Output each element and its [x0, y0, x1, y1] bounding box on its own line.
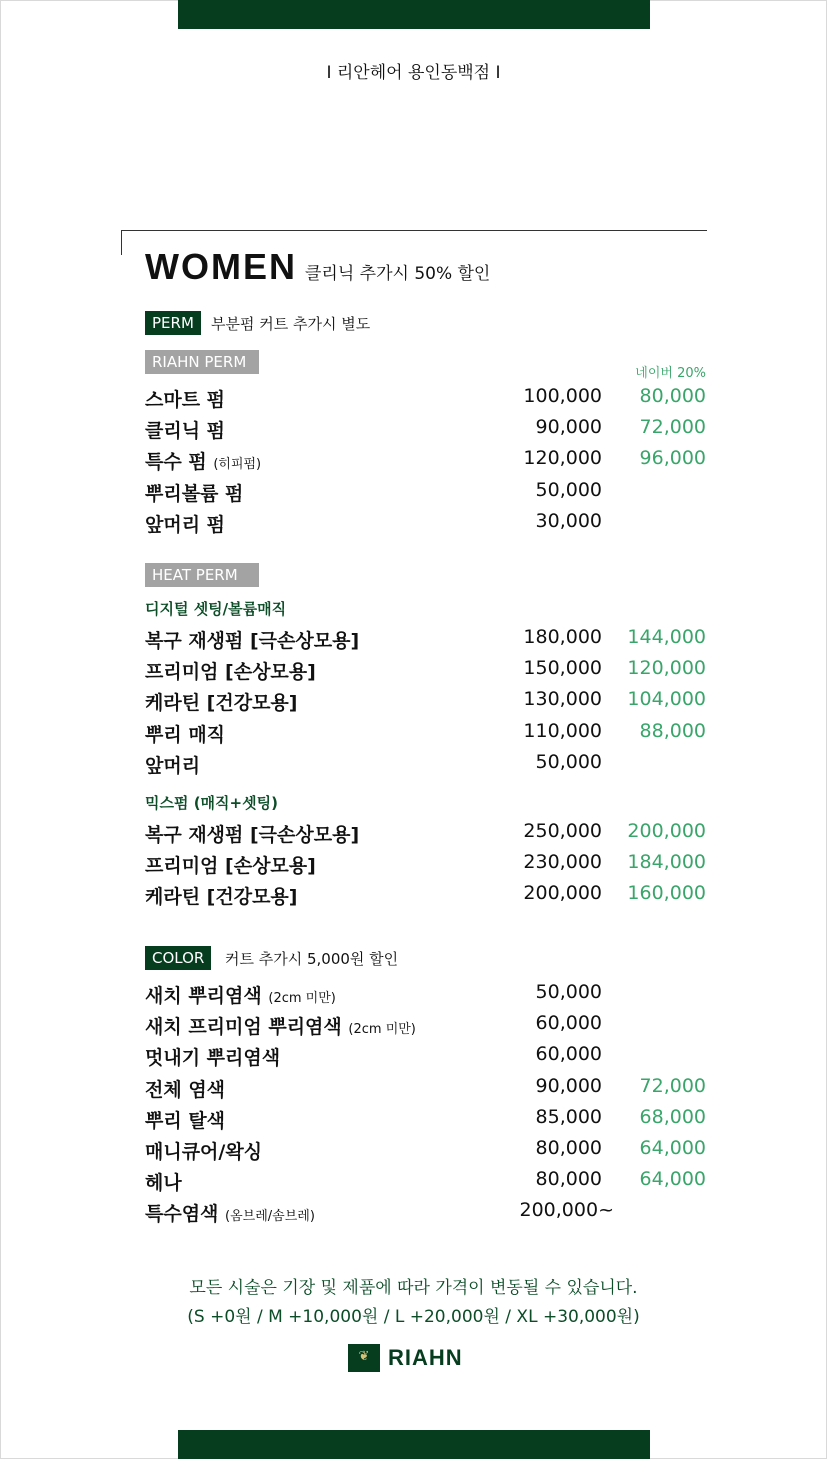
title-note: 클리닉 추가시 50% 할인	[304, 264, 491, 284]
price-row	[145, 1043, 706, 1071]
price-row	[145, 851, 706, 879]
service-name-text: 앞머리 펌	[145, 513, 226, 536]
price-row	[145, 751, 706, 779]
naver-price: 160,000	[627, 882, 706, 905]
service-name-text: 케라틴 [건강모용]	[145, 886, 298, 909]
naver-price: 72,000	[639, 1074, 706, 1097]
regular-price: 130,000	[523, 688, 602, 711]
price-row	[145, 1168, 706, 1196]
naver-price: 96,000	[639, 447, 706, 470]
price-row	[145, 820, 706, 848]
naver-price: 64,000	[639, 1137, 706, 1159]
regular-price: 150,000	[523, 657, 602, 680]
heat-perm-tag: HEAT PERM	[145, 563, 259, 587]
service-name-text: 프리미엄 [손상모용]	[145, 855, 316, 878]
regular-price: 90,000	[535, 1074, 602, 1097]
service-name-text: 새치 프리미엄 뿌리염색	[145, 1016, 342, 1039]
title-block	[145, 246, 490, 288]
price-row	[145, 385, 706, 413]
service-name	[145, 820, 359, 847]
regular-price: 50,000	[535, 981, 602, 1003]
service-name	[145, 1168, 182, 1195]
footer-notice: 모든 시술은 기장 및 제품에 따라 가격이 변동될 수 있습니다.	[189, 1278, 638, 1298]
service-note: (2cm 미만)	[268, 991, 336, 1006]
price-row	[145, 447, 706, 475]
service-name-text: 특수염색	[145, 1203, 219, 1226]
brand-logo	[348, 1344, 463, 1372]
naver-price: 80,000	[639, 385, 706, 407]
naver-discount-label: 네이버 20%	[635, 366, 706, 381]
service-note: (옴브레/솜브레)	[225, 1209, 315, 1225]
regular-price: 110,000	[523, 719, 602, 742]
service-name	[145, 1043, 280, 1070]
regular-price: 85,000	[535, 1105, 602, 1128]
regular-price: 80,000	[535, 1137, 602, 1159]
regular-price: 80,000	[535, 1168, 602, 1191]
service-name	[145, 510, 225, 537]
service-name-text: 복구 재생펌 [극손상모용]	[145, 824, 360, 846]
regular-price: 60,000	[535, 1043, 602, 1066]
service-name	[145, 1075, 225, 1102]
regular-price: 100,000	[523, 385, 602, 407]
service-name-text: 전체 염색	[145, 1078, 226, 1101]
color-tag: COLOR	[145, 946, 211, 970]
regular-price: 30,000	[535, 509, 602, 532]
price-row	[145, 1012, 706, 1040]
service-name-text: 뿌리볼륨 펌	[145, 482, 244, 505]
naver-price: 88,000	[639, 719, 706, 742]
service-name-text: 새치 뿌리염색	[145, 985, 262, 1007]
service-name-text: 클리닉 펌	[145, 420, 226, 443]
page-title: WOMEN	[145, 246, 297, 287]
regular-price: 200,000	[523, 882, 602, 905]
service-name	[145, 385, 225, 412]
digital-heading: 디지털 셋팅/볼륨매직	[145, 600, 287, 618]
service-name	[145, 626, 359, 653]
service-note: (2cm 미만)	[348, 1022, 416, 1038]
service-name	[145, 882, 297, 909]
service-name-text: 특수 펌	[145, 451, 207, 474]
service-name-text: 복구 재생펌 [극손상모용]	[145, 630, 360, 652]
service-name-text: 매니큐어/왁싱	[145, 1141, 263, 1163]
top-bar	[178, 0, 650, 29]
service-name	[145, 1106, 225, 1133]
bottom-bar	[178, 1430, 650, 1459]
ornament-emblem-icon: ❦	[348, 1344, 380, 1372]
regular-price: 250,000	[523, 820, 602, 842]
service-name	[145, 447, 261, 474]
service-note: (히피펌)	[213, 457, 262, 473]
footer-size-pricing: (S +0원 / M +10,000원 / L +20,000원 / XL +30,000원)	[187, 1307, 640, 1327]
service-name	[145, 751, 200, 778]
price-row	[145, 626, 706, 654]
naver-price: 104,000	[627, 688, 706, 711]
price-row	[145, 1075, 706, 1103]
store-name: I 리안헤어 용인동백점 I	[326, 63, 501, 83]
price-row	[145, 510, 706, 538]
price-row	[145, 981, 706, 1009]
naver-price: 72,000	[639, 416, 706, 439]
service-name	[145, 1137, 262, 1164]
service-name-text: 스마트 펌	[145, 389, 226, 411]
service-name	[145, 1199, 315, 1226]
service-name	[145, 657, 316, 684]
price-row	[145, 416, 706, 444]
naver-price: 64,000	[639, 1168, 706, 1191]
perm-note: 부분펌 커트 추가시 별도	[211, 315, 371, 333]
service-name-text: 헤나	[145, 1172, 182, 1195]
price-row	[145, 1199, 706, 1227]
service-name-text: 앞머리	[145, 754, 201, 777]
naver-price: 200,000	[627, 820, 706, 842]
regular-price: 180,000	[523, 626, 602, 648]
naver-price: 144,000	[627, 626, 706, 648]
service-name	[145, 981, 336, 1008]
price-row	[145, 1137, 706, 1165]
regular-price: 90,000	[535, 416, 602, 439]
regular-price: 230,000	[523, 851, 602, 874]
regular-price: 60,000	[535, 1012, 602, 1035]
naver-price: 120,000	[627, 657, 706, 680]
service-name	[145, 851, 316, 878]
service-name-text: 멋내기 뿌리염색	[145, 1047, 281, 1070]
service-name	[145, 720, 225, 747]
service-name-text: 뿌리 매직	[145, 723, 226, 746]
service-name	[145, 479, 243, 506]
service-name	[145, 416, 225, 443]
price-row	[145, 688, 706, 716]
regular-price: 50,000	[535, 478, 602, 501]
service-name-text: 프리미엄 [손상모용]	[145, 661, 316, 684]
price-row	[145, 720, 706, 748]
regular-price: 200,000~	[519, 1199, 614, 1222]
price-row	[145, 882, 706, 910]
mix-heading: 믹스펌 (매직+셋팅)	[145, 794, 278, 812]
service-name-text: 케라틴 [건강모용]	[145, 692, 298, 715]
perm-tag: PERM	[145, 311, 201, 335]
brand-logo-text: RIAHN	[388, 1345, 463, 1370]
color-note: 커트 추가시 5,000원 할인	[225, 950, 399, 968]
price-row	[145, 1106, 706, 1134]
price-row	[145, 479, 706, 507]
price-row	[145, 657, 706, 685]
regular-price: 120,000	[523, 447, 602, 470]
service-name	[145, 1012, 416, 1039]
service-name	[145, 688, 297, 715]
naver-price: 68,000	[639, 1105, 706, 1128]
service-name-text: 뿌리 탈색	[145, 1109, 226, 1132]
regular-price: 50,000	[535, 750, 602, 773]
riahn-perm-tag: RIAHN PERM	[145, 350, 259, 374]
naver-price: 184,000	[627, 851, 706, 874]
